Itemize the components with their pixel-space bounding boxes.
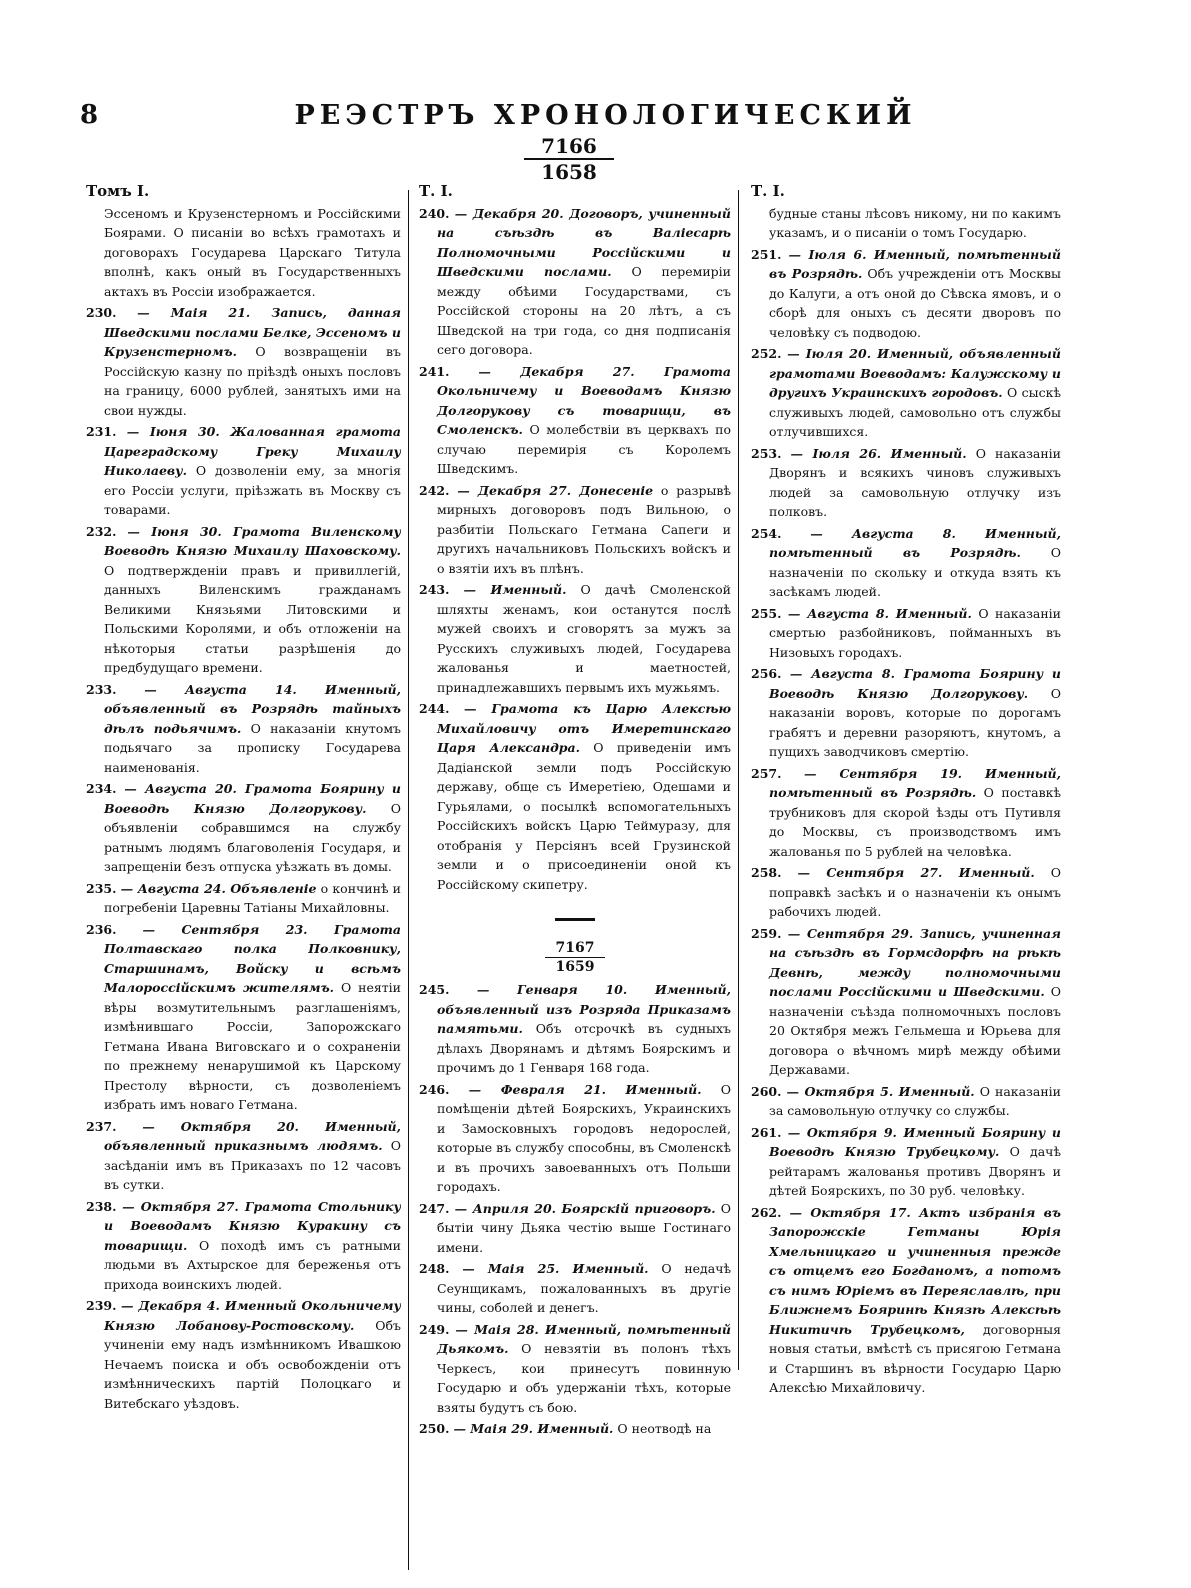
entry-text: О объявленіи собравшимся на службу ратнымъ людямъ благоволенія Государя, и запрещеніи безъ отпуска уѣзжать въ домы. — [104, 800, 401, 874]
register-entry — [86, 303, 401, 420]
entry-text: О походѣ имъ съ ратными людьми въ Ахтырское для береженья отъ прихода воинскихъ людей. — [104, 1237, 401, 1292]
entry-number: 234. — [86, 781, 117, 796]
entry-text: О наказаніи смертью разбойниковъ, пойманныхъ въ Низовыхъ городахъ. — [769, 605, 1061, 660]
entry-number: 230. — [86, 305, 117, 320]
entry-text: О перемиріи между обѣими Государствами, съ Россійской стороны на 20 лѣтъ, а съ Шведской на три года, со дня подписанія сего договора. — [437, 264, 731, 357]
entry-number: 258. — [751, 865, 782, 880]
entry-title: — Іюля 26. Именный. — [790, 445, 967, 461]
year-heading — [524, 134, 614, 184]
entry-title: — Именный. — [463, 582, 567, 597]
entry-title: — Іюля 20. Именный, объявленный грамотами Воеводамъ: Калужскому и другихъ Украинскихъ городовъ. — [769, 346, 1061, 400]
entry-number: 248. — [419, 1261, 450, 1276]
entry-number: 247. — [419, 1200, 450, 1216]
entry-text: Объ отсрочкѣ въ судныхъ дѣлахъ Дворянамъ и дѣтямъ Боярскимъ и прочимъ до 1 Генваря 168 года. — [437, 1021, 731, 1075]
register-entry — [419, 362, 731, 479]
entry-title: — Сентября 27. Именный. — [797, 865, 1035, 880]
register-entry — [86, 1197, 401, 1295]
entry-title: — Маія 28. Именный, помѣтенный Дьякомъ. — [437, 1321, 731, 1356]
register-entry — [86, 522, 401, 678]
entry-number: 241. — [419, 363, 450, 379]
year-anno-mundi: 7167 — [555, 940, 595, 956]
year-heading — [545, 939, 605, 976]
column-header: Т. I. — [419, 182, 453, 200]
entry-number: 231. — [86, 424, 117, 439]
register-entry — [419, 1199, 731, 1258]
entry-title: — Декабря 27. Грамота Окольничему и Воеводамъ Князю Долгорукову съ товарищи, въ Смоленскъ. — [437, 363, 731, 437]
entry-title: — Априля 20. Боярскій приговоръ. — [454, 1200, 716, 1216]
entry-number: 242. — [419, 482, 450, 498]
entry-number: 250. — [419, 1421, 450, 1436]
entry-text: О поправкѣ засѣкъ и о назначеніи къ онымъ рабочихъ людей. — [769, 865, 1061, 919]
entry-title: — Октября 9. Именный Боярину и Воеводѣ Князю Трубецкому. — [769, 1124, 1061, 1159]
entry-title: — Октября 27. Грамота Стольнику и Воеводамъ Князю Куракину съ товарищи. — [104, 1198, 401, 1253]
entry-text: О бытіи чину Дьяка честію выше Гостинаго имени. — [437, 1200, 731, 1255]
register-entry — [419, 204, 731, 360]
entry-text: О наказаніи Дворянъ и всякихъ чиновъ служивыхъ людей за самовольную отлучку изъ полковъ. — [769, 445, 1061, 519]
register-entry — [419, 481, 731, 579]
entry-text: о разрывѣ мирныхъ договоровъ подъ Вильною, о разбитіи Польскаго Гетмана Сапеги и другихъ начальниковъ Польскихъ войскъ и о взятіи ихъ въ плѣнъ. — [437, 482, 731, 576]
column-header: Т. I. — [751, 182, 785, 200]
column-divider — [408, 190, 409, 1570]
entry-number: 243. — [419, 582, 450, 597]
continuation-text: Эссеномъ и Крузенстерномъ и Россійскими Боярами. О писаніи во всѣхъ грамотахъ и договорахъ Государева Царскаго Титула вполнѣ, какъ оный въ Государственныхъ актахъ въ Россіи изображается. — [104, 205, 401, 299]
entry-number: 253. — [751, 445, 782, 461]
entry-number: 239. — [86, 1298, 117, 1313]
register-entry — [86, 1296, 401, 1413]
register-entry — [86, 779, 401, 877]
entry-title: — Маія 21. Запись, данная Шведскими послами Белке, Эссеномъ и Крузенстерномъ. — [104, 305, 401, 359]
entry-text: О засѣданіи имъ въ Приказахъ по 12 часовъ въ сутки. — [104, 1138, 401, 1192]
entry-number: 254. — [751, 525, 782, 541]
entry-title: — Іюня 30. Жалованная грамота Цареградскому Греку Михаилу Николаеву. — [104, 424, 401, 478]
entry-title: — Грамота къ Царю Алексѣю Михайловичу отъ Имеретинскаго Царя Александра. — [437, 701, 731, 755]
register-entry — [419, 1320, 731, 1418]
register-entry — [751, 924, 1061, 1080]
register-entry — [419, 1080, 731, 1197]
entry-number: 246. — [419, 1081, 450, 1097]
entry-title: — Августа 20. Грамота Боярину и Воеводѣ Князю Долгорукову. — [104, 781, 401, 816]
entry-number: 255. — [751, 605, 782, 621]
year-anno-domini: 1658 — [524, 158, 614, 184]
entry-text: О наказаніи воровъ, которые по дорогамъ грабятъ и деревни разоряютъ, кнутомъ, а пущихъ заводчиковъ смертію. — [769, 685, 1061, 759]
entry-title: — Іюля 6. Именный, помѣтенный въ Розрядѣ. — [769, 246, 1061, 281]
register-entry — [86, 920, 401, 1115]
entry-text: О дачѣ Смоленской шляхты женамъ, кои останутся послѣ мужей своихъ и сговорятъ за мужъ за Русскихъ служивыхъ людей, Государева жалованья и маетностей, принадлежавшихъ первымъ ихъ мужьямъ. — [437, 582, 731, 695]
entry-number: 261. — [751, 1124, 782, 1140]
year-anno-domini: 1659 — [545, 957, 605, 976]
entry-title: — Августа 24. Объявленіе — [120, 880, 317, 896]
entry-text: О назначеніи съѣзда полномочныхъ пословъ 20 Октября межъ Гельмеша и Юрьева для договора о вѣчномъ мирѣ между обѣими Державами. — [769, 984, 1061, 1077]
entry-text: О сыскѣ служивыхъ людей, самовольно отъ службы отлучившихся. — [769, 385, 1061, 439]
entry-title: — Октября 5. Именный. — [786, 1083, 975, 1099]
entry-number: 252. — [751, 346, 782, 361]
entry-text: О недачѣ Сеунщикамъ, пожалованныхъ въ другіе чины, соболей и денегъ. — [437, 1261, 731, 1315]
register-entry — [751, 245, 1061, 343]
entry-text: О поставкѣ трубниковъ для скорой ѣзды отъ Путивля до Москвы, съ производствомъ имъ жалованья по 5 рублей на человѣка. — [769, 785, 1061, 859]
column-3 — [751, 182, 1061, 1562]
register-entry — [751, 524, 1061, 602]
register-entry — [751, 863, 1061, 922]
column-2 — [419, 182, 731, 1562]
entry-title: — Августа 8. Грамота Боярину и Воеводѣ Князю Долгорукову. — [769, 666, 1061, 701]
register-entry — [751, 604, 1061, 663]
entry-number: 240. — [419, 205, 450, 221]
entry-number: 257. — [751, 765, 782, 781]
entry-title: — Февраля 21. Именный. — [468, 1081, 702, 1097]
entry-title: — Августа 14. Именный, объявленный въ Розрядѣ тайныхъ дѣлъ подьячимъ. — [104, 681, 401, 736]
entry-text: О назначеніи по скольку и откуда взять къ засѣкамъ людей. — [769, 545, 1061, 599]
entry-title: — Іюня 30. Грамота Виленскому Воеводѣ Князю Михаилу Шаховскому. — [104, 523, 401, 558]
entry-text: О дозволеніи ему, за многія его Россіи услуги, пріѣзжать въ Москву съ товарами. — [104, 463, 401, 517]
page-number: 8 — [80, 100, 99, 130]
entry-number: 245. — [419, 982, 450, 997]
column-1 — [86, 182, 401, 1562]
register-entry — [751, 764, 1061, 862]
entry-title: — Маія 25. Именный. — [462, 1261, 649, 1276]
entry-title: — Октября 17. Актъ избранія въ Запорожскіе Гетманы Юрія Хмельницкаго и учиненныя прежде съ отцемъ его Богданомъ, а потомъ съ нимъ Юріемъ въ Переяславлѣ, при Ближнемъ Бояринѣ Князѣ Алексѣѣ Никитичѣ Трубецкомъ, — [769, 1204, 1061, 1337]
entry-text: о кончинѣ и погребеніи Царевны Татіаны Михайловны. — [104, 880, 401, 915]
register-entry — [86, 680, 401, 778]
entry-number: 262. — [751, 1204, 782, 1220]
entry-text: договорныя новыя статьи, вмѣстѣ съ присягою Гетмана и Старшинъ въ вѣрности Государю Царю Алексѣю Михайловичу. — [769, 1321, 1061, 1395]
continuation-text: будные станы лѣсовъ никому, ни по какимъ указамъ, и о писаніи о томъ Государю. — [769, 205, 1061, 240]
entry-text: Объ учрежденіи отъ Москвы до Калуги, а отъ оной до Сѣвска ямовъ, и о сборѣ для оныхъ съ десяти дворовъ по человѣку съ подводою. — [769, 266, 1061, 340]
entry-number: 251. — [751, 246, 782, 262]
entry-title: — Сентября 19. Именный, помѣтенный въ Розрядѣ. — [769, 765, 1061, 800]
entry-number: 233. — [86, 681, 117, 697]
entry-text: О дачѣ рейтарамъ жалованья противъ Дворянъ и дѣтей Боярскихъ, по 30 руб. человѣку. — [769, 1144, 1061, 1198]
entry-title: — Декабря 4. Именный Окольничему Князю Лобанову-Ростовскому. — [104, 1298, 401, 1333]
year-anno-mundi: 7166 — [541, 134, 597, 158]
entry-title: — Августа 8. Именный, помѣтенный въ Розрядѣ. — [769, 525, 1061, 560]
entry-number: 259. — [751, 925, 782, 941]
entry-title: — Декабря 20. Договоръ, учиненный на съѣздѣ въ Валіесарѣ Полномочными Россійскими и Шведскими послами. — [437, 205, 731, 279]
entry-title: — Сентября 23. Грамота Полтавскаго полка Полковнику, Старшинамъ, Войску и всѣмъ Малороссійскимъ жителямъ. — [104, 921, 401, 995]
register-entry — [419, 699, 731, 894]
register-entry — [86, 422, 401, 520]
columns-container — [86, 182, 1061, 1562]
entry-title: — Сентября 29. Запись, учиненная на съѣздѣ въ Гормсдорфѣ на рѣкѣ Девнѣ, между полномочными послами Россійскими и Шведскими. — [769, 925, 1061, 999]
entry-text: О молебствіи въ церквахъ по случаю перемирія съ Королемъ Шведскимъ. — [437, 422, 731, 476]
register-entry — [751, 344, 1061, 442]
section-rule — [555, 918, 595, 921]
page-title: РЕЭСТРЪ ХРОНОЛОГИЧЕСКИЙ — [294, 100, 917, 131]
register-entry — [86, 879, 401, 918]
entry-text: О приведеніи имъ Дадіанской земли подъ Россійскую державу, обще съ Имеретіею, Одешами и Гурьялами, о посылкѣ вспомогательныхъ Россійскихъ войскъ Царю Теймуразу, для отобранія у Персіянъ всей Грузинской земли и о присоединеніи оной къ Россійскому скипетру. — [437, 740, 731, 892]
entry-text: О возвращеніи въ Россійскую казну по пріѣздѣ оныхъ пословъ на границу, 6000 рублей, занятыхъ ими на свои нужды. — [104, 344, 401, 418]
register-entry — [751, 1123, 1061, 1201]
register-entry — [419, 980, 731, 1078]
entry-text: Объ учиненіи ему надъ измѣнникомъ Ивашкою Нечаемъ поиска и объ освобожденіи отъ измѣнническихъ партій Полоцкаго и Витебскаго уѣздовъ. — [104, 1317, 401, 1411]
entry-title: — Маія 29. Именный. — [453, 1421, 614, 1436]
entry-text: О наказаніи кнутомъ подьячаго за прописку Государева наименованія. — [104, 720, 401, 775]
entry-number: 232. — [86, 523, 117, 539]
entry-title: — Генваря 10. Именный, объявленный изъ Розряда Приказамъ памятьми. — [437, 982, 731, 1036]
entry-text: О подтвержденіи правъ и привиллегій, данныхъ Виленскимъ гражданамъ Великими Князьями Литовскими и Польскими Королями, и объ отложеніи на нѣкоторыя статьи разрѣшенія до предбудущаго времени. — [104, 562, 401, 675]
column-divider — [738, 190, 739, 1370]
entry-title: — Августа 8. Именный. — [787, 605, 972, 621]
register-entry — [419, 1259, 731, 1318]
entry-number: 249. — [419, 1321, 450, 1337]
entry-number: 235. — [86, 880, 117, 896]
register-entry — [419, 580, 731, 697]
entry-number: 260. — [751, 1083, 782, 1099]
register-entry — [751, 1203, 1061, 1398]
column-header: Томъ I. — [86, 182, 150, 200]
entry-number: 256. — [751, 666, 782, 681]
entry-text: О наказаніи за самовольную отлучку со службы. — [769, 1083, 1061, 1118]
entry-title: — Декабря 27. Донесеніе — [457, 482, 654, 498]
entry-text: О помѣщеніи дѣтей Боярскихъ, Украинскихъ и Замосковныхъ городовъ недорослей, которые въ службу способны, въ Смоленскѣ и въ прочихъ завоеванныхъ отъ Польши городахъ. — [437, 1081, 731, 1194]
entry-text: О невзятіи въ полонъ тѣхъ Черкесъ, кои принесутъ повинную Государю и объ удержаніи тѣхъ, которые взяты будутъ съ бою. — [437, 1341, 731, 1415]
register-entry — [86, 1117, 401, 1195]
entry-number: 238. — [86, 1198, 117, 1214]
register-entry — [419, 1419, 731, 1439]
register-entry — [751, 444, 1061, 522]
register-entry — [751, 1082, 1061, 1121]
entry-text: О неятіи вѣры возмутительнымъ разглашеніямъ, измѣнившаго Россіи, Запорожскаго Гетмана Ивана Виговскаго и о сохраненіи по прежнему ненарушимой къ Царскому Престолу вѣрности, съ дозволеніемъ избрать имъ новаго Гетмана. — [104, 980, 401, 1112]
entry-title: — Октября 20. Именный, объявленный приказнымъ людямъ. — [104, 1118, 401, 1153]
entry-number: 236. — [86, 921, 117, 937]
entry-text: О неотводѣ на — [617, 1421, 712, 1436]
entry-number: 237. — [86, 1118, 117, 1134]
register-entry — [751, 664, 1061, 762]
entry-number: 244. — [419, 701, 450, 716]
